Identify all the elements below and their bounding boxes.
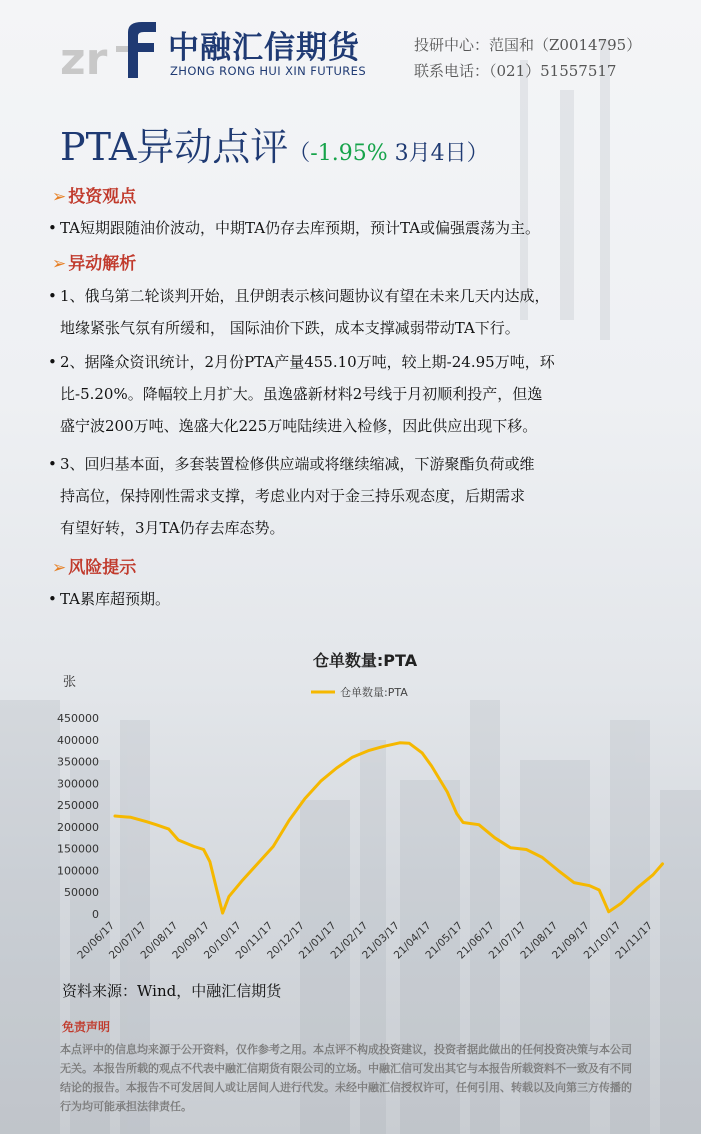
- x-tick-label: 20/11/17: [233, 919, 276, 962]
- analysis-3-line-b: 持高位，保持刚性需求支撑，考虑业内对于金三持乐观态度，后期需求: [60, 487, 526, 505]
- bullet-icon: •: [48, 219, 57, 237]
- analysis-point-2: [48, 346, 673, 442]
- x-tick-label: 21/11/17: [613, 919, 656, 962]
- arrow-right-icon: ➢: [52, 187, 67, 207]
- view-text: TA短期跟随油价波动，中期TA仍存去库预期，预计TA或偏强震荡为主。: [60, 219, 541, 237]
- warehouse-receipt-chart: [55, 640, 675, 980]
- view-heading-text: 投资观点: [68, 187, 137, 207]
- chart-svg: [55, 640, 675, 980]
- arrow-right-icon: ➢: [52, 254, 67, 274]
- title-main: PTA异动点评: [60, 125, 289, 169]
- page-title: [60, 116, 489, 169]
- analysis-1-line-b: 地缘紧张气氛有所缓和， 国际油价下跌，成本支撑减弱带动TA下行。: [60, 319, 520, 337]
- x-tick-label: 20/07/17: [106, 919, 149, 962]
- legend-label: 仓单数量:PTA: [340, 686, 408, 699]
- analysis-3-line-c: 有望好转，3月TA仍存去库态势。: [60, 519, 285, 537]
- chart-title: 仓单数量:PTA: [312, 651, 418, 670]
- header: [0, 0, 701, 100]
- x-tick-label: 21/07/17: [486, 919, 529, 962]
- analysis-2-line-b: 比-5.20%。降幅较上月扩大。虽逸盛新材料2号线于月初顺利投产，但逸: [60, 385, 543, 403]
- title-date: 3月4日）: [387, 141, 489, 166]
- x-tick-label: 21/04/17: [391, 919, 434, 962]
- y-tick-label: 450000: [57, 712, 99, 725]
- x-tick-label: 21/09/17: [549, 919, 592, 962]
- bullet-icon: •: [48, 287, 57, 305]
- analysis-heading-text: 异动解析: [68, 254, 137, 274]
- phone-line: 联系电话：（021）51557517: [414, 62, 617, 80]
- bullet-icon: •: [48, 353, 57, 371]
- x-tick-label: 20/06/17: [75, 919, 118, 962]
- x-tick-label: 21/01/17: [296, 919, 339, 962]
- section-heading-analysis: [52, 249, 136, 274]
- bullet-icon: •: [48, 590, 57, 608]
- data-source: 资料来源：Wind，中融汇信期货: [62, 982, 282, 1000]
- risk-paragraph: [48, 583, 673, 615]
- analysis-3-line-a: 3、回归基本面，多套装置检修供应端或将继续缩减，下游聚酯负荷或维: [60, 455, 535, 473]
- series-line: [115, 743, 663, 913]
- y-tick-label: 50000: [64, 886, 99, 900]
- y-axis-unit: 张: [63, 675, 77, 690]
- x-tick-label: 21/08/17: [518, 919, 561, 962]
- analyst-line: 投研中心：范国和（Z0014795）: [414, 36, 642, 54]
- logo-english-name: ZHONG RONG HUI XIN FUTURES: [170, 64, 367, 78]
- x-tick-label: 21/02/17: [328, 919, 371, 962]
- x-tick-label: 21/10/17: [581, 919, 624, 962]
- y-tick-label: 250000: [57, 799, 99, 813]
- analysis-point-1: [48, 280, 673, 344]
- x-tick-label: 20/12/17: [265, 919, 308, 962]
- analysis-2-line-a: 2、据隆众资讯统计，2月份PTA产量455.10万吨，较上期-24.95万吨，环: [60, 353, 555, 371]
- y-tick-label: 300000: [57, 777, 99, 791]
- x-tick-label: 21/05/17: [423, 919, 466, 962]
- analysis-1-line-a: 1、俄乌第二轮谈判开始，且伊朗表示核问题协议有望在未来几天内达成，: [60, 287, 550, 305]
- arrow-right-icon: ➢: [52, 558, 67, 578]
- y-tick-label: 200000: [57, 820, 99, 834]
- svg-text:zr: zr: [60, 34, 108, 82]
- section-heading-risk: [52, 553, 136, 578]
- risk-heading-text: 风险提示: [68, 558, 137, 578]
- x-tick-label: 20/10/17: [201, 919, 244, 962]
- x-tick-label: 20/09/17: [170, 919, 213, 962]
- x-tick-label: 21/03/17: [360, 919, 402, 962]
- y-tick-label: 0: [92, 908, 99, 921]
- logo-chinese-name: 中融汇信期货: [168, 30, 360, 66]
- analysis-2-line-c: 盛宁波200万吨、逸盛大化225万吨陆续进入检修，因此供应出现下移。: [60, 417, 538, 435]
- company-logo-icon: [58, 12, 158, 82]
- y-tick-label: 150000: [57, 842, 99, 856]
- section-heading-view: [52, 182, 136, 207]
- bullet-icon: •: [48, 455, 57, 473]
- view-paragraph: [48, 212, 673, 244]
- y-tick-label: 100000: [57, 864, 99, 878]
- analysis-point-3: [48, 448, 673, 544]
- risk-text: TA累库超预期。: [60, 590, 171, 608]
- disclaimer-text: 本点评中的信息均来源于公开资料，仅作参考之用。本点评不构成投资建议，投资者据此做出的任何投资决策与本公司无关。本报告所载的观点不代表中融汇信期货有限公司的立场。中融汇信可发出其它与本报告所载资料不一致及有不同结论的报告。本报告不可发居间人或让居间人进行代发。未经中融汇信授权许可，任何引用、转载以及向第三方传播的行为均可能承担法律责任。: [60, 1043, 632, 1113]
- y-tick-label: 350000: [57, 755, 99, 769]
- contact-info: [414, 32, 641, 84]
- disclaimer-heading: 免责声明: [62, 1020, 111, 1034]
- x-tick-label: 21/06/17: [455, 919, 497, 962]
- title-paren: （: [288, 141, 311, 166]
- y-tick-label: 400000: [57, 733, 99, 747]
- title-change: -1.95%: [310, 141, 388, 166]
- x-tick-label: 20/08/17: [138, 919, 181, 962]
